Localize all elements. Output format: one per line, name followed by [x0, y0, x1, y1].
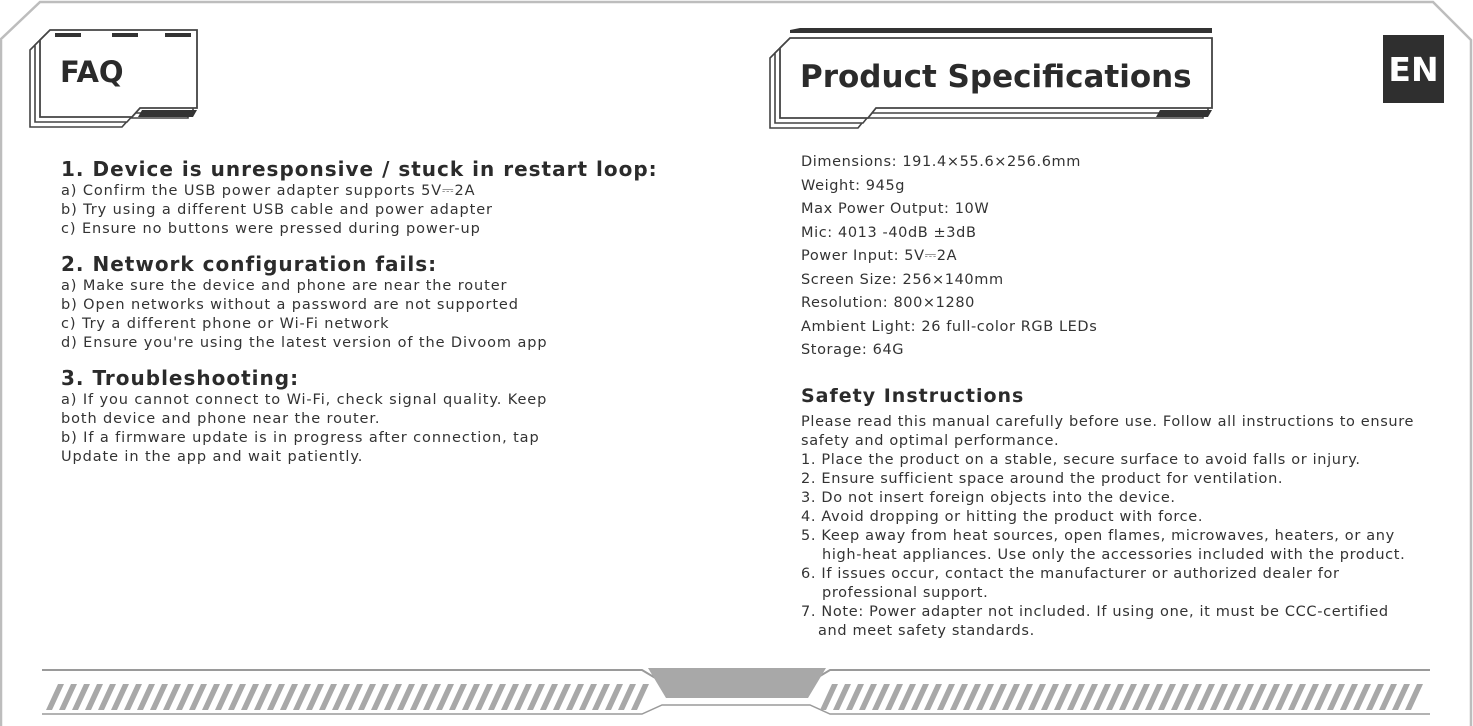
faq-line: Update in the app and wait patiently.: [61, 449, 364, 465]
spec-item: Mic: 4013 -40dB ±3dB: [801, 224, 977, 241]
faq-line: a) Make sure the device and phone are near the router: [61, 278, 508, 294]
faq-line: b) Open networks without a password are not supported: [61, 297, 519, 313]
faq-section: [61, 156, 701, 239]
safety-item-continued: high-heat appliances. Use only the accessories included with the product.: [822, 547, 1406, 563]
faq-line: a) If you cannot connect to Wi-Fi, check signal quality. Keep: [61, 392, 548, 408]
spec-item: Weight: 945g: [801, 177, 906, 194]
spec-item: Power Input: 5V⎓2A: [801, 248, 958, 264]
safety-intro: safety and optimal performance.: [801, 433, 1060, 449]
faq-line: d) Ensure you're using the latest version of the Divoom app: [61, 335, 548, 351]
safety-instructions: [801, 413, 1451, 641]
faq-column: [61, 156, 701, 479]
faq-line: a) Confirm the USB power adapter supports 5V⎓2A: [61, 183, 476, 199]
faq-line: c) Ensure no buttons were pressed during power-up: [61, 221, 481, 237]
safety-item: 2. Ensure sufficient space around the product for ventilation.: [801, 471, 1284, 487]
faq-line: both device and phone near the router.: [61, 411, 381, 427]
safety-item-continued: professional support.: [822, 585, 989, 601]
spec-item: Resolution: 800×1280: [801, 295, 975, 311]
spec-item: Max Power Output: 10W: [801, 201, 990, 217]
footer-band: [42, 668, 1430, 714]
safety-item: 6. If issues occur, contact the manufacturer or authorized dealer for: [801, 566, 1340, 582]
faq-section: [61, 251, 701, 353]
safety-heading: Safety Instructions: [801, 385, 1025, 407]
faq-line: b) Try using a different USB cable and power adapter: [61, 202, 493, 218]
faq-heading: 3. Troubleshooting:: [61, 366, 300, 390]
spec-item: Screen Size: 256×140mm: [801, 271, 1004, 288]
faq-line: b) If a firmware update is in progress after connection, tap: [61, 430, 540, 446]
language-badge: EN: [1383, 35, 1444, 103]
spec-item: Storage: 64G: [801, 342, 905, 358]
safety-item: 4. Avoid dropping or hitting the product with force.: [801, 509, 1204, 525]
faq-line: c) Try a different phone or Wi-Fi network: [61, 316, 390, 332]
safety-intro: Please read this manual carefully before use. Follow all instructions to ensure: [801, 414, 1415, 430]
safety-item: 5. Keep away from heat sources, open flames, microwaves, heaters, or any: [801, 528, 1395, 544]
faq-heading: 1. Device is unresponsive / stuck in restart loop:: [61, 157, 658, 181]
spec-item: Dimensions: 191.4×55.6×256.6mm: [801, 154, 1081, 170]
safety-item: 3. Do not insert foreign objects into the device.: [801, 490, 1176, 506]
safety-item-continued: and meet safety standards.: [818, 623, 1035, 639]
safety-item: 1. Place the product on a stable, secure surface to avoid falls or injury.: [801, 452, 1361, 468]
faq-title: FAQ: [60, 55, 124, 89]
specs-list: [801, 151, 1441, 363]
spec-item: Ambient Light: 26 full-color RGB LEDs: [801, 318, 1098, 335]
specs-title: Product Specifications: [800, 59, 1192, 95]
safety-item: 7. Note: Power adapter not included. If using one, it must be CCC-certified: [801, 604, 1389, 620]
faq-heading: 2. Network configuration fails:: [61, 252, 438, 276]
faq-section: [61, 365, 701, 467]
